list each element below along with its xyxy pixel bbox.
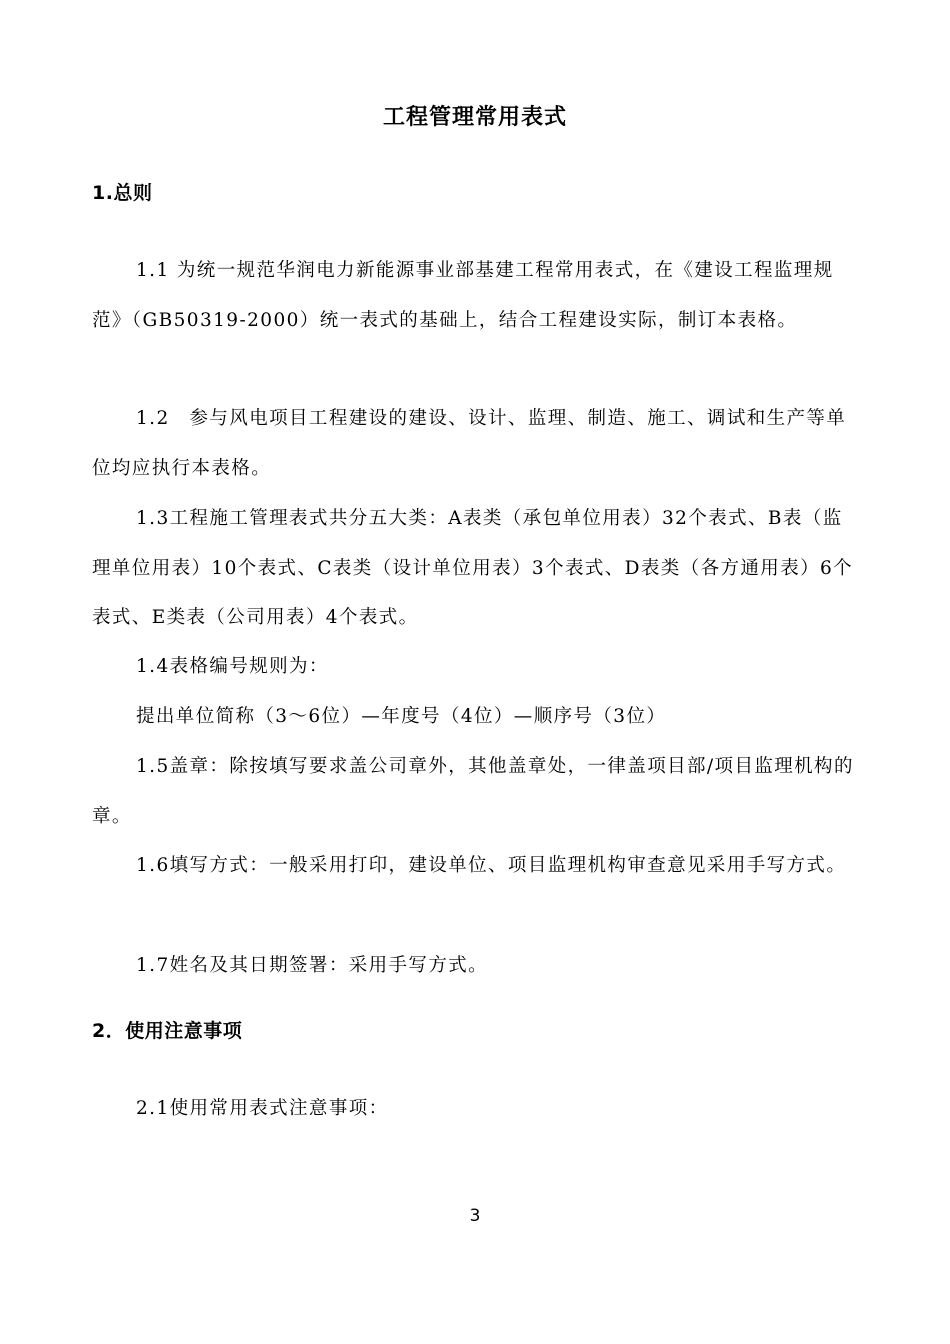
document-title: 工程管理常用表式 [382,105,567,130]
paragraph-1-4: 1.4表格编号规则为： [136,656,329,677]
paragraph-1-2: 1.2 参与风电项目工程建设的建设、设计、监理、制造、施工、调试和生产等单位均应执行本表格。 [92,408,847,479]
paragraph-1-6: 1.6填写方式：一般采用打印，建设单位、项目监理机构审查意见采用手写方式。 [136,855,847,876]
paragraph-1-7: 1.7姓名及其日期签署：采用手写方式。 [136,955,489,976]
page-number: 3 [469,1206,481,1226]
paragraph-numbering-rule: 提出单位简称（3～6位）—年度号（4位）—顺序号（3位） [136,706,667,727]
paragraph-1-5: 1.5盖章：除按填写要求盖公司章外，其他盖章处，一律盖项目部/项目监理机构的章。 [92,756,854,827]
section-heading-general: 1.总则 [92,182,153,204]
paragraph-2-1: 2.1使用常用表式注意事项： [136,1098,389,1119]
paragraph-1-3: 1.3工程施工管理表式共分五大类：A表类（承包单位用表）32个表式、B表（监理单位用表）10个表式、C表类（设计单位用表）3个表式、D表类（各方通用表）6个表式、E类表（公司用表）4个表式。 [92,508,854,628]
paragraph-1-1: 1.1 为统一规范华润电力新能源事业部基建工程常用表式，在《建设工程监理规范》（GB50319-2000）统一表式的基础上，结合工程建设实际，制订本表格。 [92,260,834,331]
section-heading-usage-notes: 2．使用注意事项 [92,1020,243,1042]
